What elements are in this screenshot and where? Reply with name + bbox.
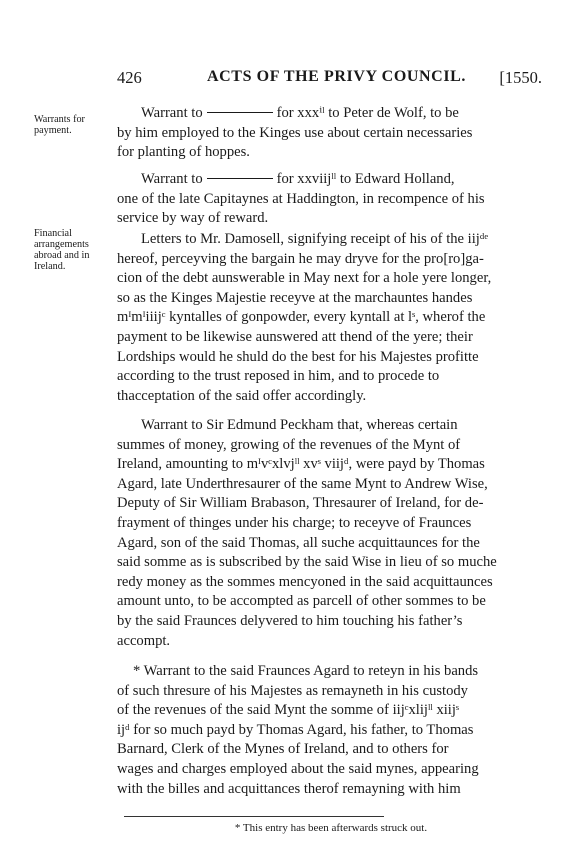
paragraph-warrant-de-wolf	[117, 104, 543, 163]
text-line: Warrant to for xxxⁱˡ to Peter de Wolf, to be	[141, 105, 459, 121]
margin-note-line: Ireland.	[34, 261, 66, 272]
text-line: hereof, perceyving the bargain he may dryve for the pro[ro]ga-	[117, 250, 484, 267]
margin-note-warrants	[34, 114, 114, 136]
running-title: ACTS OF THE PRIVY COUNCIL.	[207, 68, 467, 85]
text-line: frayment of thinges under his charge; to receyve of Fraunces	[117, 514, 472, 531]
text-line: Barnard, Clerk of the Mynes of Ireland, and to others for	[117, 741, 449, 758]
text-line: for planting of hoppes.	[117, 144, 250, 161]
text-line: redy money as the sommes mencyoned in the said acquittaunces	[117, 573, 493, 590]
blank-dash	[207, 178, 273, 179]
text-line: Agard, late Underthresaurer of the same Mynt to Andrew Wise,	[117, 475, 488, 492]
text-line: wages and charges employed about the said mynes, appearing	[117, 760, 479, 777]
text-line: by him employed to the Kinges use about certain necessaries	[117, 124, 473, 141]
text-line: Lordships would he shuld do the best for his Majestes profitte	[117, 348, 479, 365]
text-line: Ireland, amounting to mᴵvᶜxlvjˡˡ xvˢ viijᵈ, were payd by Thomas	[117, 456, 485, 473]
footnote-rule	[124, 816, 384, 817]
paragraph-warrant-agard	[117, 662, 543, 799]
text-line: service by way of reward.	[117, 210, 269, 227]
header-year: [1550.	[499, 68, 542, 87]
margin-note-financial	[34, 228, 114, 272]
margin-note-line: payment.	[34, 125, 72, 136]
text-line: Deputy of Sir William Brabason, Thresaurer of Ireland, for de-	[117, 495, 484, 512]
text-line: ijᵈ for so much payd by Thomas Agard, his father, to Thomas	[117, 721, 474, 738]
text-line: of the revenues of the said Mynt the somme of iijᶜxlijˡˡ xiijˢ	[117, 702, 460, 719]
text-line: mᴵmᴵiiijᶜ kyntalles of gonpowder, every kyntall at lˢ, wherof the	[117, 309, 486, 326]
text-line: accompt.	[117, 632, 171, 649]
text-line: Letters to Mr. Damosell, signifying receipt of his of the iijᵈᵉ	[141, 231, 489, 247]
margin-note-line: abroad and in	[34, 250, 90, 261]
text-line: thacceptation of the said offer accordingly.	[117, 387, 367, 404]
text-line: * Warrant to the said Fraunces Agard to reteyn in his bands	[133, 663, 479, 679]
margin-note-line: Financial	[34, 228, 72, 239]
text-line: Warrant to for xxviijˡˡ to Edward Holland,	[141, 171, 455, 187]
margin-note-line: arrangements	[34, 239, 89, 250]
text-line: Warrant to Sir Edmund Peckham that, whereas certain	[141, 417, 458, 433]
text-line: one of the late Capitaynes at Haddington, in recompence of his	[117, 190, 485, 207]
running-header	[117, 68, 542, 92]
paragraph-letters-damosell	[117, 230, 543, 406]
text-line: cion of the debt aunswerable in May next for a hole yere longer,	[117, 270, 492, 287]
footnote: * This entry has been afterwards struck out.	[234, 822, 428, 834]
page-number: 426	[117, 68, 142, 87]
text-line: by the said Fraunces delyvered to him touching his father’s	[117, 612, 463, 629]
text-line: with the billes and acquittances therof remayning with him	[117, 780, 461, 797]
text-line: summes of money, growing of the revenues of the Mynt of	[117, 436, 461, 453]
text-line: amount unto, to be accompted as parcell of other sommes to be	[117, 593, 486, 610]
text-line: of such thresure of his Majestes as remayneth in his custody	[117, 682, 468, 699]
paragraph-warrant-holland	[117, 170, 543, 229]
text-line: according to the trust reposed in him, and to procede to	[117, 368, 440, 385]
text-line: said somme as is subscribed by the said Wise in lieu of so muche	[117, 554, 497, 571]
text-line: Agard, son of the said Thomas, all suche acquittaunces for the	[117, 534, 480, 551]
paragraph-warrant-peckham	[117, 416, 543, 651]
margin-note-line: Warrants for	[34, 114, 85, 125]
text-line: so as the Kinges Majestie receyve at the marchauntes handes	[117, 289, 473, 306]
blank-dash	[207, 112, 273, 113]
text-line: payment to be likewise aunswered att thend of the yere; their	[117, 328, 473, 345]
